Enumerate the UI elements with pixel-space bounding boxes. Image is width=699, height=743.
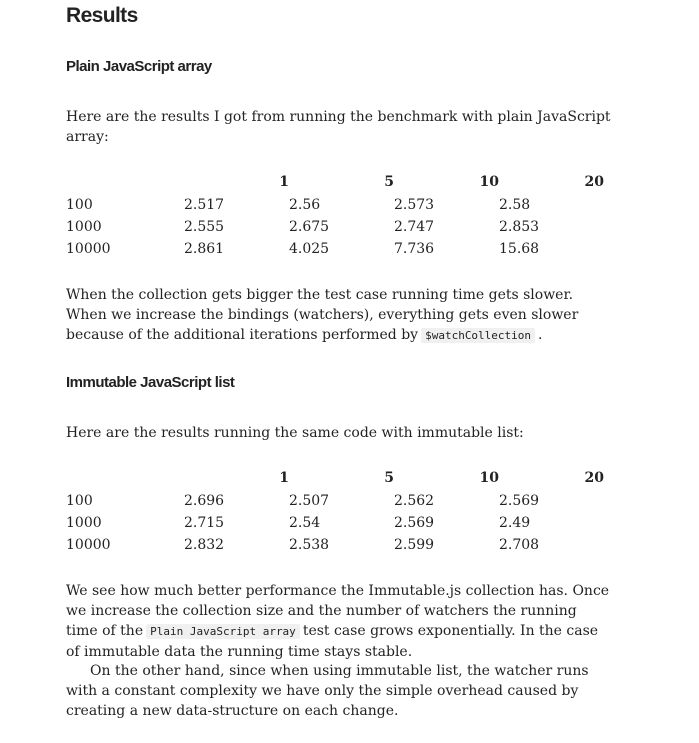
table-cell: 10000 bbox=[66, 537, 111, 553]
table-cell: 7.736 bbox=[394, 241, 435, 257]
table-cell: 2.853 bbox=[499, 219, 540, 235]
table-row bbox=[66, 534, 604, 556]
section2-conclusion-paragraph bbox=[66, 581, 611, 662]
table-header-row bbox=[66, 466, 604, 490]
table-header-cell: 1 bbox=[279, 174, 289, 190]
inline-code-plain-array: Plain JavaScript array bbox=[146, 624, 300, 639]
section1-analysis-paragraph bbox=[66, 285, 611, 346]
table-cell: 2.569 bbox=[499, 493, 540, 509]
section1-intro-paragraph: Here are the results I got from running the benchmark with plain JavaScript array: bbox=[66, 109, 611, 145]
conclusion-text: We see how much better performance the Immutable.js collection has. Once we increase the collection size and the number of watchers the running time of the bbox=[66, 583, 610, 639]
table-cell: 2.54 bbox=[289, 515, 321, 531]
table-row bbox=[66, 216, 604, 238]
table-cell: 2.832 bbox=[184, 537, 225, 553]
table-cell: 1000 bbox=[66, 219, 102, 235]
table-header-cell: 5 bbox=[384, 470, 394, 486]
table-cell: 100 bbox=[66, 493, 93, 509]
table-cell: 2.56 bbox=[289, 197, 321, 213]
table-header-cell: 5 bbox=[384, 174, 394, 190]
analysis-text-end: . bbox=[538, 327, 543, 343]
table-cell: 2.715 bbox=[184, 515, 225, 531]
table-cell: 2.58 bbox=[499, 197, 531, 213]
table-cell: 2.507 bbox=[289, 493, 330, 509]
table-header-cell: 20 bbox=[584, 174, 604, 190]
table-cell: 2.747 bbox=[394, 219, 435, 235]
table-cell: 2.599 bbox=[394, 537, 435, 553]
table-cell: 2.708 bbox=[499, 537, 540, 553]
table-cell: 2.675 bbox=[289, 219, 330, 235]
section2-intro-paragraph: Here are the results running the same code with immutable list: bbox=[66, 425, 524, 441]
table-header-cell: 1 bbox=[279, 470, 289, 486]
table-cell: 2.562 bbox=[394, 493, 435, 509]
table-header-cell bbox=[66, 170, 184, 194]
section-heading-plain-array: Plain JavaScript array bbox=[66, 58, 212, 75]
plain-array-results-table bbox=[66, 170, 604, 260]
table-cell: 15.68 bbox=[499, 241, 540, 257]
table-cell: 4.025 bbox=[289, 241, 330, 257]
section-heading-immutable-list: Immutable JavaScript list bbox=[66, 374, 235, 391]
table-header-cell bbox=[66, 466, 184, 490]
table-cell: 2.573 bbox=[394, 197, 435, 213]
table-cell: 1000 bbox=[66, 515, 102, 531]
table-cell: 100 bbox=[66, 197, 93, 213]
table-cell: 10000 bbox=[66, 241, 111, 257]
table-cell: 2.517 bbox=[184, 197, 225, 213]
table-cell: 2.49 bbox=[499, 515, 531, 531]
table-header-row bbox=[66, 170, 604, 194]
table-row bbox=[66, 194, 604, 216]
final-paragraph: On the other hand, since when using immutable list, the watcher runs with a constant complexity we have only the simple overhead caused by creating a new data-structure on each change. bbox=[66, 663, 589, 719]
table-cell: 2.696 bbox=[184, 493, 225, 509]
table-cell: 2.538 bbox=[289, 537, 330, 553]
inline-code-watchcollection: $watchCollection bbox=[421, 328, 535, 343]
table-cell: 2.569 bbox=[394, 515, 435, 531]
immutable-list-results-table bbox=[66, 466, 604, 556]
page-title: Results bbox=[66, 4, 138, 27]
conclusion-text-end: test case grows exponentially. In the case of immutable data the running time stays stable. bbox=[66, 623, 599, 660]
table-row bbox=[66, 512, 604, 534]
table-cell: 2.555 bbox=[184, 219, 225, 235]
table-header-cell: 10 bbox=[479, 470, 499, 486]
table-row bbox=[66, 490, 604, 512]
table-header-cell: 20 bbox=[584, 470, 604, 486]
table-cell: 2.861 bbox=[184, 241, 225, 257]
table-row bbox=[66, 238, 604, 260]
analysis-text: When the collection gets bigger the test case running time gets slower. When we increase the bindings (watchers), everything gets even slower because of the additional iterations performed by bbox=[66, 287, 579, 343]
table-header-cell: 10 bbox=[479, 174, 499, 190]
